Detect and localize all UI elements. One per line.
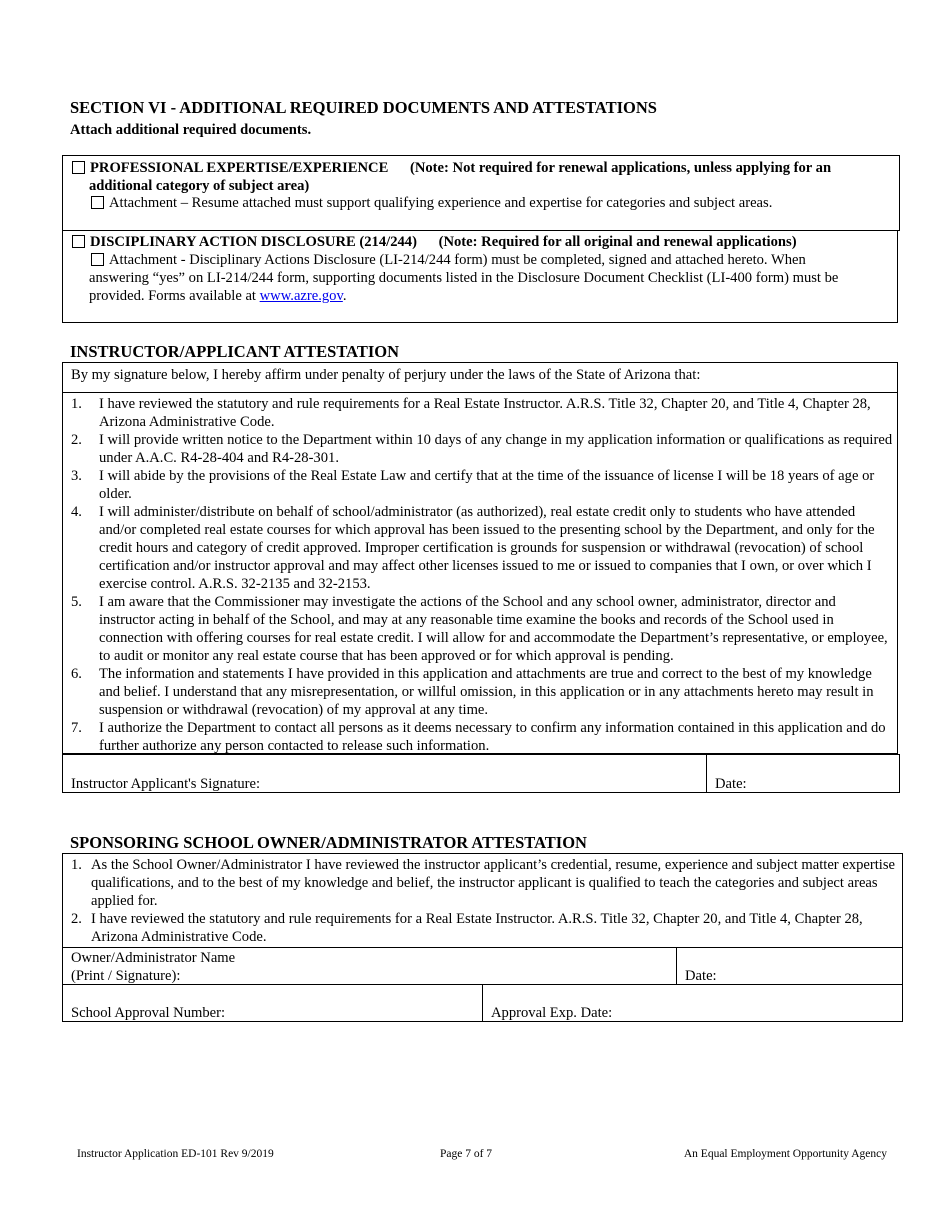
section-title: SECTION VI - ADDITIONAL REQUIRED DOCUMENTS AND ATTESTATIONS xyxy=(70,98,657,117)
school-approval-number-field[interactable] xyxy=(62,984,483,1022)
sponsor-items-box xyxy=(62,853,903,948)
disciplinary-disclosure-heading: DISCIPLINARY ACTION DISCLOSURE (214/244) xyxy=(90,234,417,250)
disciplinary-disclosure-checkbox[interactable] xyxy=(72,235,85,248)
instructor-items-box xyxy=(62,392,898,754)
owner-name-label-line2: (Print / Signature): xyxy=(71,968,181,984)
sponsor-attestation-heading: SPONSORING SCHOOL OWNER/ADMINISTRATOR ATTESTATION xyxy=(70,833,587,852)
list-item: 2. I have reviewed the statutory and rule requirements for a Real Estate Instructor. A.R.S. Title 32, Chapter 20, and Title 4, Chapter 28, Arizona Administrative Code. xyxy=(71,911,863,945)
list-item: 1. As the School Owner/Administrator I have reviewed the instructor applicant’s credential, resume, experience and subject matter expertise qualifications, and to the best of my knowledge and belief, the instructor applicant is qualified to teach the categories and subject areas applied for. xyxy=(71,857,895,909)
approval-exp-date-field[interactable] xyxy=(482,984,903,1022)
disciplinary-attachment-line1: Attachment - Disciplinary Actions Disclosure (LI-214/244 form) must be completed, signed and attached hereto. When xyxy=(109,252,806,268)
instructor-intro-box xyxy=(62,362,898,393)
resume-attachment-text: Attachment – Resume attached must support qualifying experience and expertise for categories and subject areas. xyxy=(109,195,773,211)
professional-expertise-box xyxy=(62,155,900,231)
azre-link[interactable]: www.azre.gov xyxy=(259,288,343,304)
approval-exp-date-label: Approval Exp. Date: xyxy=(491,1005,613,1021)
instructor-signature-field[interactable] xyxy=(62,754,707,793)
section-subtitle: Attach additional required documents. xyxy=(70,122,312,138)
sponsor-items-list xyxy=(71,856,899,946)
owner-name-field[interactable] xyxy=(62,947,677,985)
list-item: 7. I authorize the Department to contact all persons as it deems necessary to confirm any information contained in this application and do further authorize any person contacted to release such information. xyxy=(71,720,886,754)
owner-date-label: Date: xyxy=(685,968,717,984)
professional-expertise-note: (Note: Not required for renewal applications, unless applying for an xyxy=(409,160,832,176)
list-item: 2. I will provide written notice to the Department within 10 days of any change in my application information or qualifications as required under A.A.C. R4-28-404 and R4-28-301. xyxy=(71,432,893,466)
instructor-items-list xyxy=(71,395,895,755)
owner-date-field[interactable] xyxy=(676,947,903,985)
disciplinary-disclosure-box xyxy=(62,230,898,323)
list-item: 4. I will administer/distribute on behalf of school/administrator (as authorized), real estate credit only to students who have attended and/or completed real estate courses for which approval has been issued to the presenting school by the Department, and only for the credit hours and category of credit approved. Improper certification is grounds for suspension or withdrawal (revocation) of school certification and/or instructor approval and may affect other licenses issued to me or issued to companies that I own, or over which I exercise control. A.R.S. 32-2135 and 32-2153. xyxy=(71,504,875,592)
disciplinary-attachment-line2: answering “yes” on LI-214/244 form, supporting documents listed in the Disclosure Document Checklist (LI-400 form) must be xyxy=(89,270,839,286)
disciplinary-attachment-line3: provided. Forms available at xyxy=(89,288,260,304)
list-item: 3. I will abide by the provisions of the Real Estate Law and certify that at the time of the issuance of license I will be 18 years of age or older. xyxy=(71,468,875,502)
disciplinary-attachment-checkbox[interactable] xyxy=(91,253,104,266)
instructor-date-field[interactable] xyxy=(706,754,900,793)
instructor-intro-text: By my signature below, I hereby affirm under penalty of perjury under the laws of the State of Arizona that: xyxy=(71,367,701,383)
instructor-attestation-heading: INSTRUCTOR/APPLICANT ATTESTATION xyxy=(70,342,400,361)
professional-expertise-heading: PROFESSIONAL EXPERTISE/EXPERIENCE xyxy=(90,160,389,176)
footer-page-number: Page 7 of 7 xyxy=(440,1148,493,1160)
period-text: . xyxy=(342,288,347,304)
footer-form-id: Instructor Application ED-101 Rev 9/2019 xyxy=(77,1148,274,1160)
instructor-signature-label: Instructor Applicant's Signature: xyxy=(71,776,261,792)
school-approval-number-label: School Approval Number: xyxy=(71,1005,226,1021)
professional-expertise-note-cont: additional category of subject area) xyxy=(89,178,310,194)
resume-attachment-checkbox[interactable] xyxy=(91,196,104,209)
instructor-date-label: Date: xyxy=(715,776,747,792)
list-item: 1. I have reviewed the statutory and rule requirements for a Real Estate Instructor. A.R.S. Title 32, Chapter 20, and Title 4, Chapter 28, Arizona Administrative Code. xyxy=(71,396,871,430)
disciplinary-disclosure-note: (Note: Required for all original and renewal applications) xyxy=(438,234,797,250)
professional-expertise-checkbox[interactable] xyxy=(72,161,85,174)
footer-agency: An Equal Employment Opportunity Agency xyxy=(683,1148,887,1160)
list-item: 5. I am aware that the Commissioner may investigate the actions of the School and any school owner, administrator, director and instructor acting in behalf of the School, and may at any reasonable time examine the books and records of the School used in connection with offering courses for real estate credit. I will allow for and accommodate the Department’s representative, or employee, to audit or monitor any real estate course that has been approved or for which approval is pending. xyxy=(71,594,888,664)
owner-name-label-line1: Owner/Administrator Name xyxy=(71,950,236,966)
list-item: 6. The information and statements I have provided in this application and attachments are true and correct to the best of my knowledge and belief. I understand that any misrepresentation, or willful omission, in this application or in any attachments hereto may result in suspension or withdrawal (revocation) of my approval at any time. xyxy=(71,666,874,718)
